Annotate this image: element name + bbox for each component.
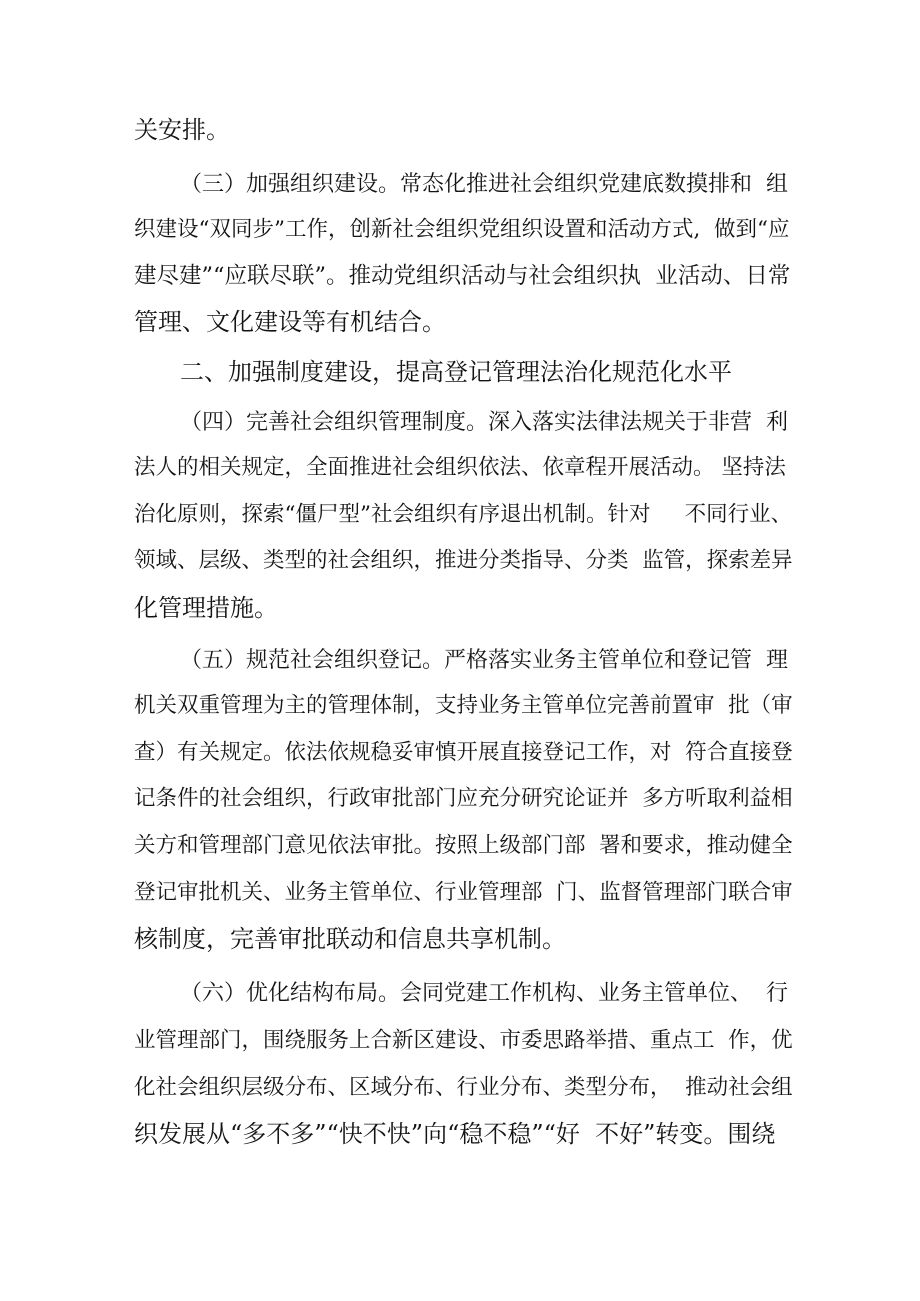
text-line-21: 化社会组织层级分布、区域分布、行业分布、类型分布， 推动社会组	[134, 1075, 793, 1100]
section-heading-2: 二、加强制度建设，提高登记管理法治化规范化水平	[180, 358, 732, 386]
text-line-22: 织发展从“多不多”“快不快”向“稳不稳”“好 不好”转变。围绕	[134, 1120, 776, 1148]
text-line-10: 领域、层级、类型的社会组织，推进分类指导、分类 监管，探索差异	[134, 548, 793, 573]
text-line-14: 查）有关规定。依法依规稳妥审慎开展直接登记工作，对 符合直接登	[134, 740, 793, 765]
text-line-12: （五）规范社会组织登记。严格落实业务主管单位和登记管 理	[180, 648, 788, 673]
text-line-4: 建尽建”“应联尽联”。推动党组织活动与社会组织执 业活动、日常	[134, 263, 791, 289]
text-line-3: 织建设“双同步”工作，创新社会组织党组织设置和活动方式, 做到“应	[134, 217, 790, 242]
text-line-9: 治化原则，探索“僵尸型”社会组织有序退出机制。针对 不同行业、	[134, 502, 793, 527]
text-line-2: （三）加强组织建设。常态化推进社会组织党建底数摸排和 组	[180, 172, 788, 197]
text-line-20: 业管理部门，围绕服务上合新区建设、市委思路举措、重点工 作，优	[134, 1028, 793, 1053]
text-line-17: 登记审批机关、业务主管单位、行业管理部 门、监督管理部门联合审	[134, 880, 793, 905]
text-line-18: 核制度，完善审批联动和信息共享机制。	[134, 925, 566, 953]
text-line-11: 化管理措施。	[134, 594, 278, 622]
text-line-7: （四）完善社会组织管理制度。深入落实法律法规关于非营 利	[180, 410, 788, 435]
text-line-19: （六）优化结构布局。会同党建工作机构、业务主管单位、 行	[180, 981, 788, 1006]
text-line-8: 法人的相关规定，全面推进社会组织依法、依章程开展活动。 坚持法	[134, 455, 786, 480]
text-line-16: 关方和管理部门意见依法审批。按照上级部门部 署和要求，推动健全	[134, 833, 793, 858]
text-line-5: 管理、文化建设等有机结合。	[134, 308, 446, 336]
text-line-15: 记条件的社会组织，行政审批部门应充分研究论证并 多方听取利益相	[134, 786, 793, 811]
text-line-13: 机关双重管理为主的管理体制，支持业务主管单位完善前置审 批（审	[134, 693, 793, 718]
text-line-1: 关安排。	[134, 116, 230, 144]
